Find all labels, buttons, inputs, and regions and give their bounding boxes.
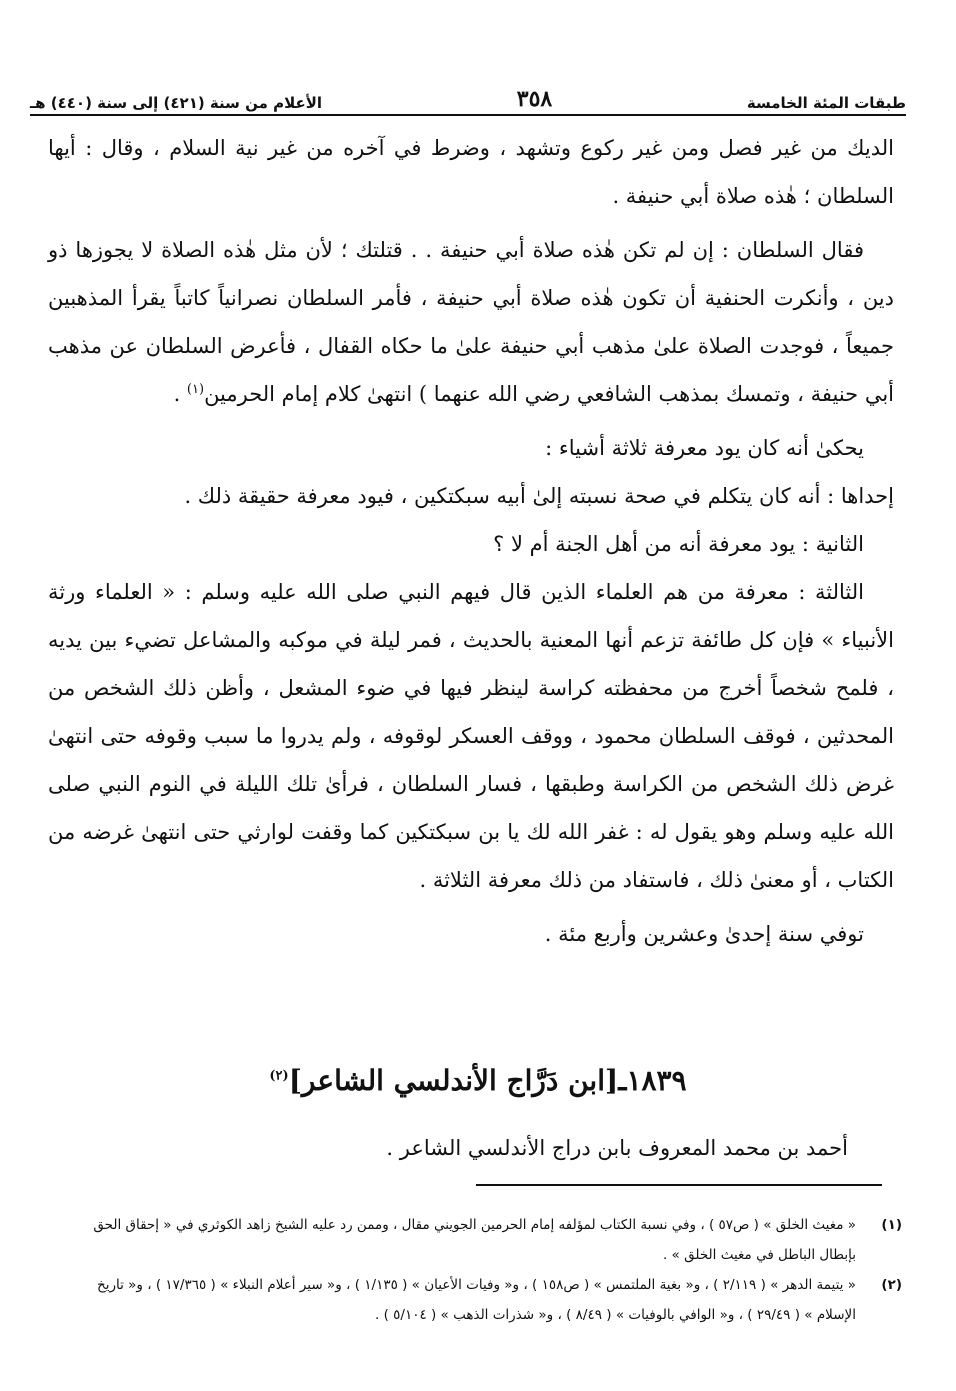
paragraph: توفي سنة إحدىٰ وعشرين وأربع مئة .: [544, 922, 864, 946]
paragraph: فقال السلطان : إن لم تكن هٰذه صلاة أبي حنيفة . . قتلتك ؛ لأن مثل هٰذه الصلاة لا يجوزها ذو دين ، وأنكرت الحنفية أن تكون هٰذه صلاة أبي حنيفة ، فأمر السلطان نصرانياً كاتباً يقرأ المذهبين جميعاً ، فوجدت الصلاة علىٰ مذهب أبي حنيفة علىٰ ما حكاه القفال ، فأعرض السلطان عن مذهب أبي حنيفة ، وتمسك بمذهب الشافعي رضي الله عنهما ) انتهىٰ كلام إمام الحرمين$^{(١)}$ .: [48, 238, 894, 406]
running-header: [30, 74, 906, 112]
biography-heading: [0, 1064, 956, 1097]
footnote: [60, 1270, 902, 1330]
footnote-text: « مغيث الخلق » ( ص٥٧ ) ، وفي نسبة الكتاب لمؤلفه إمام الحرمين الجويني مقال ، وممن رد عليه الشيخ زاهد الكوثري في « إحقاق الحق بإبطال الباطل في مغيث الخلق » .: [93, 1217, 856, 1263]
biography-text: أحمد بن محمد المعروف بابن دراج الأندلسي الشاعر .: [386, 1136, 848, 1160]
header-section-title: طبقات المئة الخامسة: [746, 94, 906, 112]
footnote-number: (٢): [881, 1277, 902, 1293]
footnote-text: « يتيمة الدهر » ( ٢/١١٩ ) ، و« بغية الملتمس » ( ص١٥٨ ) ، و« وفيات الأعيان » ( ١/١٣٥ ) ، و« سير أعلام النبلاء » ( ١٧/٣٦٥ ) ، و« تاريخ الإسلام » ( ٢٩/٤٩ ) ، و« الوافي بالوفيات » ( ٨/٤٩ ) ، و« شذرات الذهب » ( ٥/١٠٤ ) .: [96, 1277, 856, 1323]
biography-number: ١٨٣٩ـ: [618, 1064, 687, 1097]
footnotes: [60, 1210, 902, 1330]
paragraph: الديك من غير فصل ومن غير ركوع وتشهد ، وضرط في آخره من غير نية السلام ، وقال : أيها السلطان ؛ هٰذه صلاة أبي حنيفة .: [48, 136, 894, 208]
footnote-rule: [476, 1184, 882, 1186]
page-number: ٣٥٨: [516, 86, 553, 112]
footnote: [60, 1210, 902, 1270]
footnote-number: (١): [881, 1217, 902, 1233]
footnote-ref[interactable]: (١): [186, 382, 205, 397]
paragraph: يحكىٰ أنه كان يود معرفة ثلاثة أشياء :: [545, 436, 864, 460]
paragraph: إحداها : أنه كان يتكلم في صحة نسبته إلىٰ أبيه سبكتكين ، فيود معرفة حقيقة ذلك .: [184, 484, 894, 508]
paragraph: الثالثة : معرفة من هم العلماء الذين قال فيهم النبي صلى الله عليه وسلم : « العلماء ورثة الأنبياء » فإن كل طائفة تزعم أنها المعنية بالحديث ، فمر ليلة في موكبه والمشاعل تضيء بين يديه ، فلمح شخصاً أخرج من محفظته كراسة لينظر فيها في ضوء المشعل ، وأظن ذلك الشخص من المحدثين ، فوقف السلطان محمود ، ووقف العسكر لوقوفه ، ولم يدروا ما سبب وقوفه حتى انتهىٰ غرض ذلك الشخص من الكراسة وطبقها ، فسار السلطان ، فرأىٰ تلك الليلة في النوم النبي صلى الله عليه وسلم وهو يقول له : غفر الله لك يا بن سبكتكين كما وقفت لوارثي حتى انتهىٰ غرضه من الكتاب ، أو معنىٰ ذلك ، فاستفاد من ذلك معرفة الثلاثة .: [48, 580, 894, 892]
paragraph: الثانية : يود معرفة أنه من أهل الجنة أم لا ؟: [493, 532, 864, 556]
header-year-range: الأعلام من سنة (٤٢١) إلى سنة (٤٤٠) هـ: [30, 94, 323, 112]
main-text: [48, 124, 894, 964]
biography-title: [ابن دَرَّاج الأندلسي الشاعر]: [288, 1064, 619, 1097]
header-rule: [30, 114, 906, 116]
footnote-ref[interactable]: (٢): [269, 1068, 289, 1084]
